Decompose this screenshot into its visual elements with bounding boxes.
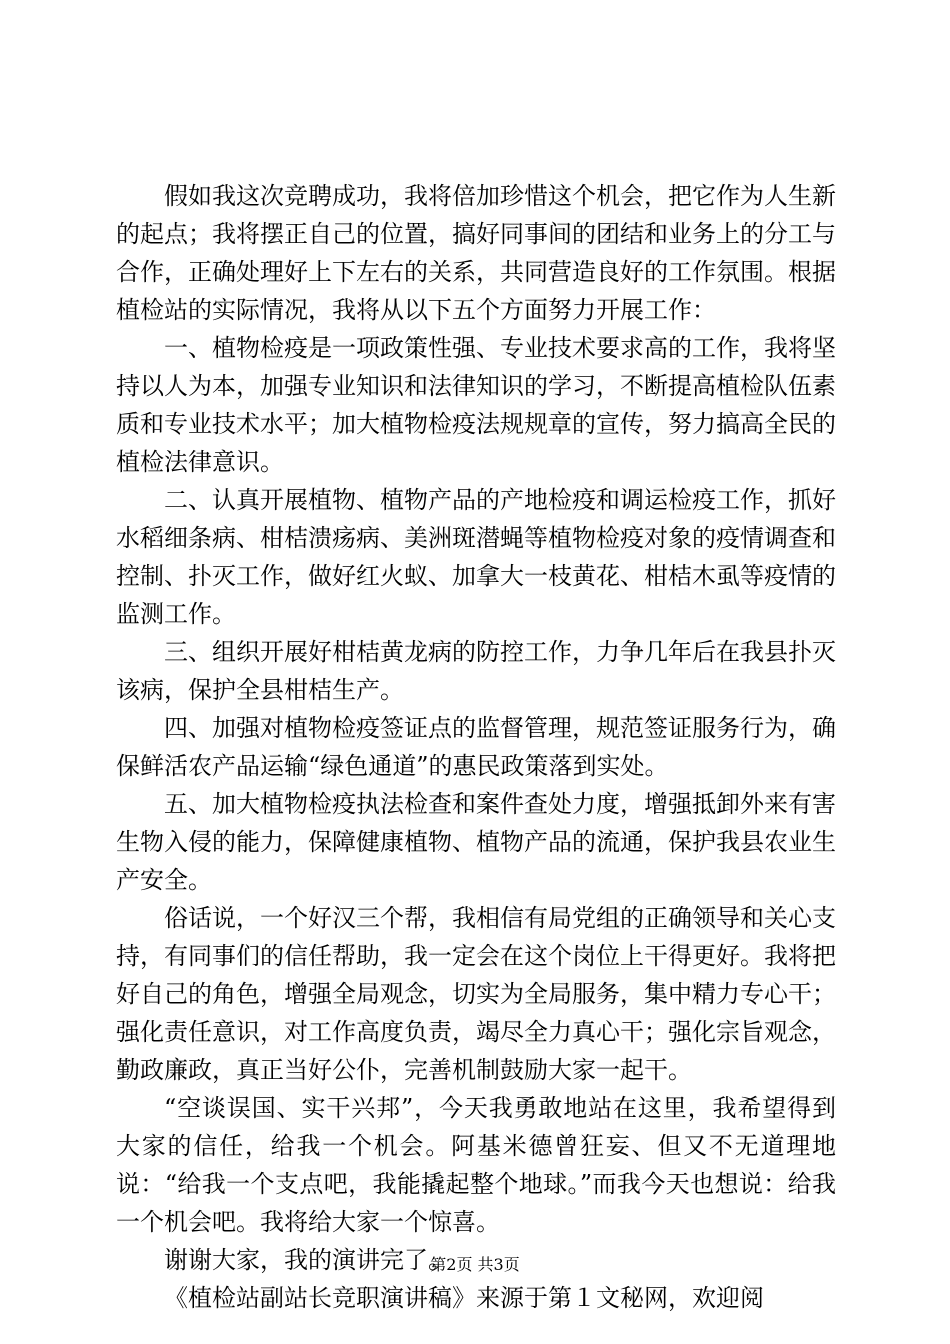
page-number-footer: 第2页 共3页	[430, 1255, 520, 1274]
document-body	[116, 177, 836, 1317]
paragraph-10: 《植检站副站长竞职演讲稿》来源于第１文秘网，欢迎阅	[164, 1284, 764, 1312]
paragraph-1: 假如我这次竞聘成功，我将倍加珍惜这个机会，把它作为人生新的起点；我将摆正自己的位置，搞好同事间的团结和业务上的分工与合作，正确处理好上下左右的关系，共同营造良好的工作氛围。根据植检站的实际情况，我将从以下五个方面努力开展工作：	[116, 182, 836, 324]
paragraph-3: 二、认真开展植物、植物产品的产地检疫和调运检疫工作，抓好水稻细条病、柑桔溃疡病、美洲斑潜蝇等植物检疫对象的疫情调查和控制、扑灭工作，做好红火蚁、加拿大一枝黄花、柑桔木虱等疫情的监测工作。	[116, 486, 836, 628]
paragraph-9: 谢谢大家，我的演讲完了。	[164, 1246, 452, 1274]
paragraph-5: 四、加强对植物检疫签证点的监督管理，规范签证服务行为，确保鲜活农产品运输“绿色通道”的惠民政策落到实处。	[116, 714, 836, 780]
paragraph-7: 俗话说，一个好汉三个帮，我相信有局党组的正确领导和关心支持，有同事们的信任帮助，我一定会在这个岗位上干得更好。我将把好自己的角色，增强全局观念，切实为全局服务，集中精力专心干；强化责任意识，对工作高度负责，竭尽全力真心干；强化宗旨观念，勤政廉政，真正当好公仆，完善机制鼓励大家一起干。	[116, 904, 836, 1084]
paragraph-4: 三、组织开展好柑桔黄龙病的防控工作，力争几年后在我县扑灭该病，保护全县柑桔生产。	[116, 638, 836, 704]
paragraph-6: 五、加大植物检疫执法检查和案件查处力度，增强抵卸外来有害生物入侵的能力，保障健康植物、植物产品的流通，保护我县农业生产安全。	[116, 790, 836, 894]
paragraph-2: 一、植物检疫是一项政策性强、专业技术要求高的工作，我将坚持以人为本，加强专业知识和法律知识的学习，不断提高植检队伍素质和专业技术水平；加大植物检疫法规规章的宣传，努力搞高全民的植检法律意识。	[116, 334, 836, 476]
paragraph-8: “空谈误国、实干兴邦”，今天我勇敢地站在这里，我希望得到大家的信任，给我一个机会。阿基米德曾狂妄、但又不无道理地说：“给我一个支点吧，我能撬起整个地球。”而我今天也想说：给我一个机会吧。我将给大家一个惊喜。	[116, 1094, 836, 1236]
